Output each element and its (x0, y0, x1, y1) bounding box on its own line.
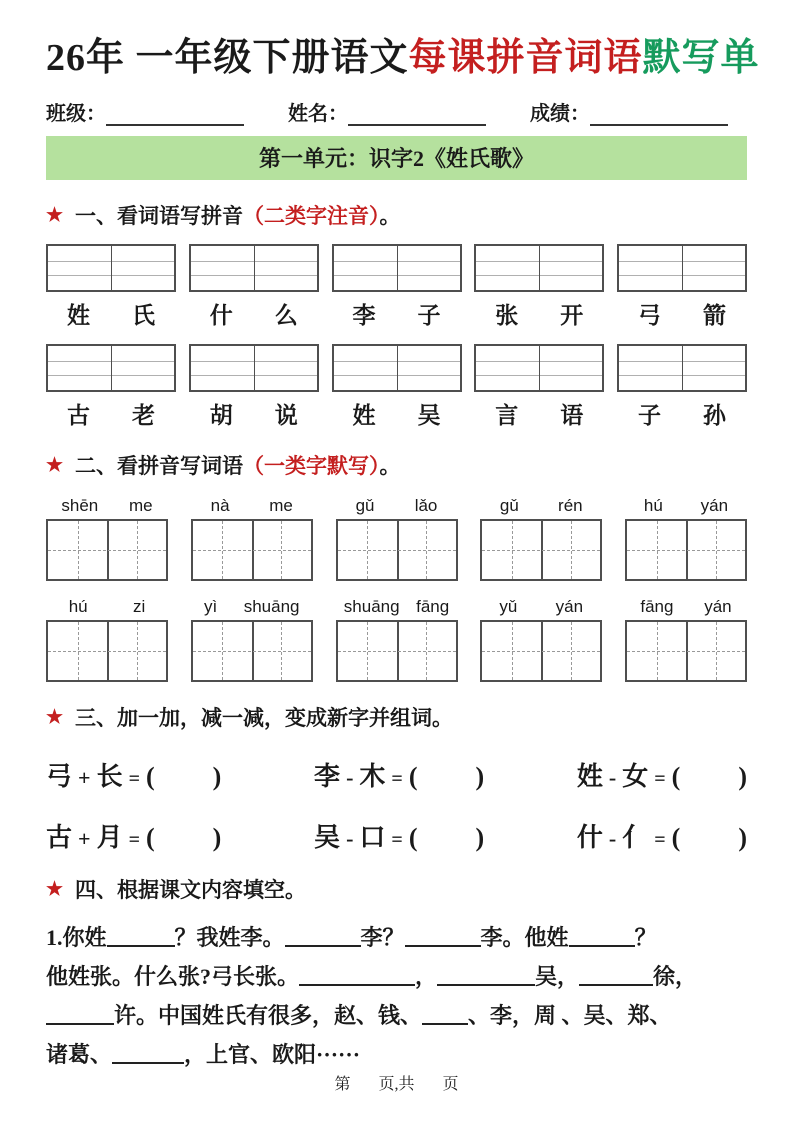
word-char: 么 (274, 303, 298, 328)
equals-sign: = (391, 768, 403, 790)
box-guide-line (627, 651, 745, 652)
grid-divider (539, 246, 540, 290)
box-guide-line (512, 521, 513, 579)
fill-blank (437, 960, 535, 986)
paren-open: ( (408, 762, 418, 791)
pinyin-syllable: yán (555, 597, 584, 616)
word-label (189, 297, 319, 330)
unit-banner: 第一单元：识字2《姓氏歌》 (46, 136, 747, 180)
fill-text: ，上官、欧阳······ (184, 1042, 361, 1067)
fill-blank (112, 1038, 184, 1064)
pinyin-writing-grid (46, 244, 176, 292)
class-field (46, 97, 244, 126)
word-label (189, 397, 319, 430)
equation (46, 817, 221, 854)
equation-operator: + (78, 826, 91, 851)
pinyin-writing-grid (332, 244, 462, 292)
pinyin-syllable: yán (704, 597, 732, 616)
pinyin-writing-grid (46, 344, 176, 392)
equation (577, 817, 747, 854)
fill-text: 、李，周 、吴、郑、 (468, 1003, 672, 1028)
paren-open: ( (145, 762, 155, 791)
box-guide-line (338, 550, 456, 551)
box-guide-line (367, 521, 368, 579)
pinyin-syllable: zi (133, 597, 146, 616)
pinyin-group (625, 496, 747, 581)
pinyin-group (191, 496, 313, 581)
equation-operator: + (78, 765, 91, 790)
fill-blank (46, 999, 114, 1025)
word-char: 胡 (209, 403, 233, 428)
box-guide-line (222, 521, 223, 579)
character-writing-box (480, 519, 602, 581)
title-green: 默写单 (642, 37, 760, 79)
box-guide-line (426, 521, 427, 579)
pinyin-group (480, 597, 602, 682)
grid-divider (539, 346, 540, 390)
word-label (46, 297, 176, 330)
equation-char: 长 (96, 762, 123, 791)
character-writing-box (625, 620, 747, 682)
character-writing-box (480, 620, 602, 682)
equals-sign: = (654, 829, 666, 851)
pinyin-syllable: me (129, 496, 153, 515)
paren-close: ) (475, 762, 485, 791)
word-char: 箭 (703, 303, 726, 328)
star-icon: ★ (46, 204, 64, 226)
equation-row (46, 817, 747, 854)
fill-text: 许。中国姓氏有很多，赵、钱、 (114, 1003, 423, 1028)
pinyin-syllable: gǔ (355, 496, 375, 515)
grid-divider (254, 246, 255, 290)
pinyin-row (46, 496, 747, 581)
title-red: 每课拼音词语 (408, 37, 643, 79)
equals-sign: = (128, 768, 140, 790)
equation (314, 817, 484, 854)
pinyin-labels (191, 597, 313, 617)
footer-middle: 页,共 (378, 1076, 415, 1093)
word-char: 姓 (67, 303, 90, 328)
box-guide-line (222, 622, 223, 680)
fill-line (46, 1035, 747, 1074)
pinyin-writing-grid (189, 244, 319, 292)
pinyin-writing-grid (474, 244, 604, 292)
word-char: 老 (132, 403, 155, 428)
equation-char: 吴 (314, 823, 341, 852)
fill-text: 他姓张。什么张?弓长张。 (46, 964, 300, 989)
equation-operator: - (608, 826, 617, 851)
fill-blank (285, 921, 361, 947)
fill-text: 1.你姓 (46, 925, 107, 950)
equation (577, 756, 747, 793)
character-writing-box (46, 620, 168, 682)
word-char: 开 (560, 303, 584, 328)
word-group (617, 244, 747, 330)
pinyin-syllable: fāng (416, 597, 450, 616)
word-char: 吴 (417, 403, 441, 428)
box-guide-line (627, 550, 745, 551)
section1-title: 一、看词语写拼音（二类字注音）。 (75, 204, 401, 228)
section2-pinyin-grid-area (46, 496, 747, 682)
equation-char: 什 (576, 823, 603, 852)
page-title (46, 26, 760, 81)
pinyin-syllable: rén (558, 496, 583, 515)
fill-blank (107, 921, 175, 947)
pinyin-row (46, 597, 747, 682)
character-writing-box (625, 519, 747, 581)
class-blank-line (106, 102, 244, 126)
fill-blank (405, 921, 481, 947)
word-label (474, 397, 604, 430)
grid-divider (111, 346, 112, 390)
pinyin-labels (191, 496, 313, 516)
word-char: 氏 (132, 303, 155, 328)
pinyin-writing-grid (189, 344, 319, 392)
pinyin-syllable: shuāng (243, 597, 300, 616)
word-char: 子 (638, 403, 661, 428)
equation-operator: - (346, 765, 354, 790)
word-group (332, 344, 462, 430)
equation-char: 木 (359, 762, 386, 791)
box-guide-line (193, 550, 311, 551)
equation-char: 女 (622, 762, 649, 791)
pinyin-syllable: me (269, 496, 293, 515)
equals-sign: = (128, 829, 140, 851)
paren-close: ) (738, 762, 747, 791)
equation (46, 756, 221, 793)
character-writing-box (46, 519, 168, 581)
word-char: 孙 (703, 403, 726, 428)
word-char: 子 (417, 303, 441, 328)
fill-blank (299, 960, 415, 986)
pinyin-syllable: yǔ (499, 597, 518, 616)
paren-open: ( (408, 823, 418, 852)
equation-char: 古 (46, 823, 73, 852)
equation-char: 口 (359, 823, 386, 852)
footer-suffix: 页 (442, 1076, 459, 1093)
fill-blank (422, 999, 468, 1025)
box-guide-line (426, 622, 427, 680)
section4-fill-area (46, 918, 747, 1074)
pinyin-labels (46, 597, 168, 617)
grid-divider (397, 246, 398, 290)
pinyin-group (46, 597, 168, 682)
word-char: 什 (209, 303, 233, 328)
box-guide-line (137, 622, 138, 680)
equals-sign: = (391, 829, 403, 851)
word-group (474, 344, 604, 430)
equation-char: 姓 (576, 762, 603, 791)
fill-text: 徐， (653, 964, 698, 989)
box-guide-line (193, 651, 311, 652)
class-label: 班级： (46, 103, 106, 125)
word-label (617, 297, 747, 330)
box-guide-line (716, 521, 717, 579)
equation (314, 756, 484, 793)
word-group (474, 244, 604, 330)
pinyin-syllable: nà (210, 496, 230, 515)
score-field (530, 97, 728, 126)
word-label (46, 397, 176, 430)
character-writing-box (191, 620, 313, 682)
pinyin-writing-grid (617, 344, 747, 392)
word-label (332, 297, 462, 330)
section3-equation-area (46, 756, 747, 854)
grid-divider (682, 346, 683, 390)
pinyin-syllable: hú (68, 597, 88, 616)
word-group (46, 344, 176, 430)
fill-line (46, 996, 747, 1035)
fill-line (46, 918, 747, 957)
character-writing-box (336, 519, 458, 581)
paren-open: ( (671, 823, 681, 852)
star-icon: ★ (46, 706, 64, 728)
section3-header (46, 702, 747, 732)
word-group (189, 344, 319, 430)
paren-close: ) (212, 762, 222, 791)
equation-char: 亻 (622, 823, 649, 852)
equation-row (46, 756, 747, 793)
word-char: 姓 (352, 403, 376, 428)
character-writing-box (336, 620, 458, 682)
paren-open: ( (671, 762, 681, 791)
fill-blank (579, 960, 653, 986)
box-guide-line (512, 622, 513, 680)
pinyin-group (46, 496, 168, 581)
star-icon: ★ (46, 878, 64, 900)
section1-word-grid-area (46, 244, 747, 430)
pinyin-labels (625, 597, 747, 617)
equation-operator: - (608, 765, 617, 790)
box-guide-line (482, 651, 600, 652)
box-guide-line (657, 521, 658, 579)
pinyin-syllable: yì (203, 597, 218, 616)
word-label (617, 397, 747, 430)
section2-header (46, 450, 747, 480)
box-guide-line (338, 651, 456, 652)
word-char: 李 (352, 303, 376, 328)
pinyin-syllable: fāng (640, 597, 674, 616)
student-info-row (46, 97, 747, 126)
word-row (46, 344, 747, 430)
section3-title: 三、加一加，减一减，变成新字并组词。 (75, 706, 454, 730)
section2-title: 二、看拼音写词语（一类字默写）。 (75, 454, 401, 478)
fill-line (46, 957, 747, 996)
name-label: 姓名： (288, 103, 348, 125)
score-blank-line (590, 102, 728, 126)
title-black: 26年 一年级下册语文 (46, 37, 409, 79)
box-guide-line (281, 622, 282, 680)
fill-text: ， (415, 964, 438, 989)
grid-divider (682, 246, 683, 290)
section4-title: 四、根据课文内容填空。 (75, 878, 307, 902)
paren-close: ) (475, 823, 485, 852)
word-group (46, 244, 176, 330)
fill-blank (569, 921, 635, 947)
word-char: 张 (495, 303, 519, 328)
fill-text: 诸葛、 (46, 1042, 113, 1067)
pinyin-syllable: shēn (61, 496, 99, 515)
pinyin-group (625, 597, 747, 682)
footer-prefix: 第 (334, 1076, 351, 1093)
pinyin-labels (46, 496, 168, 516)
box-guide-line (571, 521, 572, 579)
fill-text: 吴， (535, 964, 580, 989)
equals-sign: = (654, 768, 666, 790)
section4-header (46, 874, 747, 904)
equation-char: 月 (96, 823, 123, 852)
pinyin-labels (480, 496, 602, 516)
word-label (474, 297, 604, 330)
pinyin-group (336, 597, 458, 682)
box-guide-line (657, 622, 658, 680)
word-row (46, 244, 747, 330)
pinyin-syllable: hú (643, 496, 663, 515)
grid-divider (254, 346, 255, 390)
box-guide-line (78, 622, 79, 680)
section1-header (46, 200, 747, 230)
box-guide-line (367, 622, 368, 680)
page-footer (0, 1071, 793, 1094)
pinyin-syllable: shuāng (343, 597, 400, 616)
pinyin-syllable: yán (700, 496, 729, 515)
pinyin-labels (336, 597, 458, 617)
box-guide-line (482, 550, 600, 551)
pinyin-labels (480, 597, 602, 617)
box-guide-line (716, 622, 717, 680)
word-char: 言 (495, 403, 519, 428)
box-guide-line (78, 521, 79, 579)
pinyin-writing-grid (617, 244, 747, 292)
word-char: 语 (560, 403, 584, 428)
word-group (189, 244, 319, 330)
grid-divider (111, 246, 112, 290)
score-label: 成绩： (530, 103, 590, 125)
pinyin-labels (336, 496, 458, 516)
word-group (332, 244, 462, 330)
word-char: 古 (67, 403, 90, 428)
character-writing-box (191, 519, 313, 581)
pinyin-syllable: lǎo (414, 496, 438, 515)
pinyin-group (191, 597, 313, 682)
fill-text: 李？ (360, 925, 405, 950)
box-guide-line (137, 521, 138, 579)
fill-text: ？我姓李。 (174, 925, 285, 950)
equation-char: 弓 (46, 762, 73, 791)
pinyin-labels (625, 496, 747, 516)
grid-divider (397, 346, 398, 390)
pinyin-group (480, 496, 602, 581)
word-group (617, 344, 747, 430)
equation-char: 李 (314, 762, 341, 791)
box-guide-line (571, 622, 572, 680)
pinyin-syllable: gǔ (499, 496, 519, 515)
paren-open: ( (145, 823, 155, 852)
paren-close: ) (738, 823, 747, 852)
name-blank-line (348, 102, 486, 126)
box-guide-line (281, 521, 282, 579)
word-label (332, 397, 462, 430)
box-guide-line (48, 651, 166, 652)
fill-text: ？ (634, 925, 657, 950)
pinyin-writing-grid (332, 344, 462, 392)
star-icon: ★ (46, 454, 64, 476)
word-char: 弓 (638, 303, 661, 328)
word-char: 说 (274, 403, 298, 428)
name-field (288, 97, 486, 126)
fill-text: 李。他姓 (480, 925, 569, 950)
box-guide-line (48, 550, 166, 551)
paren-close: ) (212, 823, 222, 852)
equation-operator: - (346, 826, 354, 851)
pinyin-writing-grid (474, 344, 604, 392)
pinyin-group (336, 496, 458, 581)
